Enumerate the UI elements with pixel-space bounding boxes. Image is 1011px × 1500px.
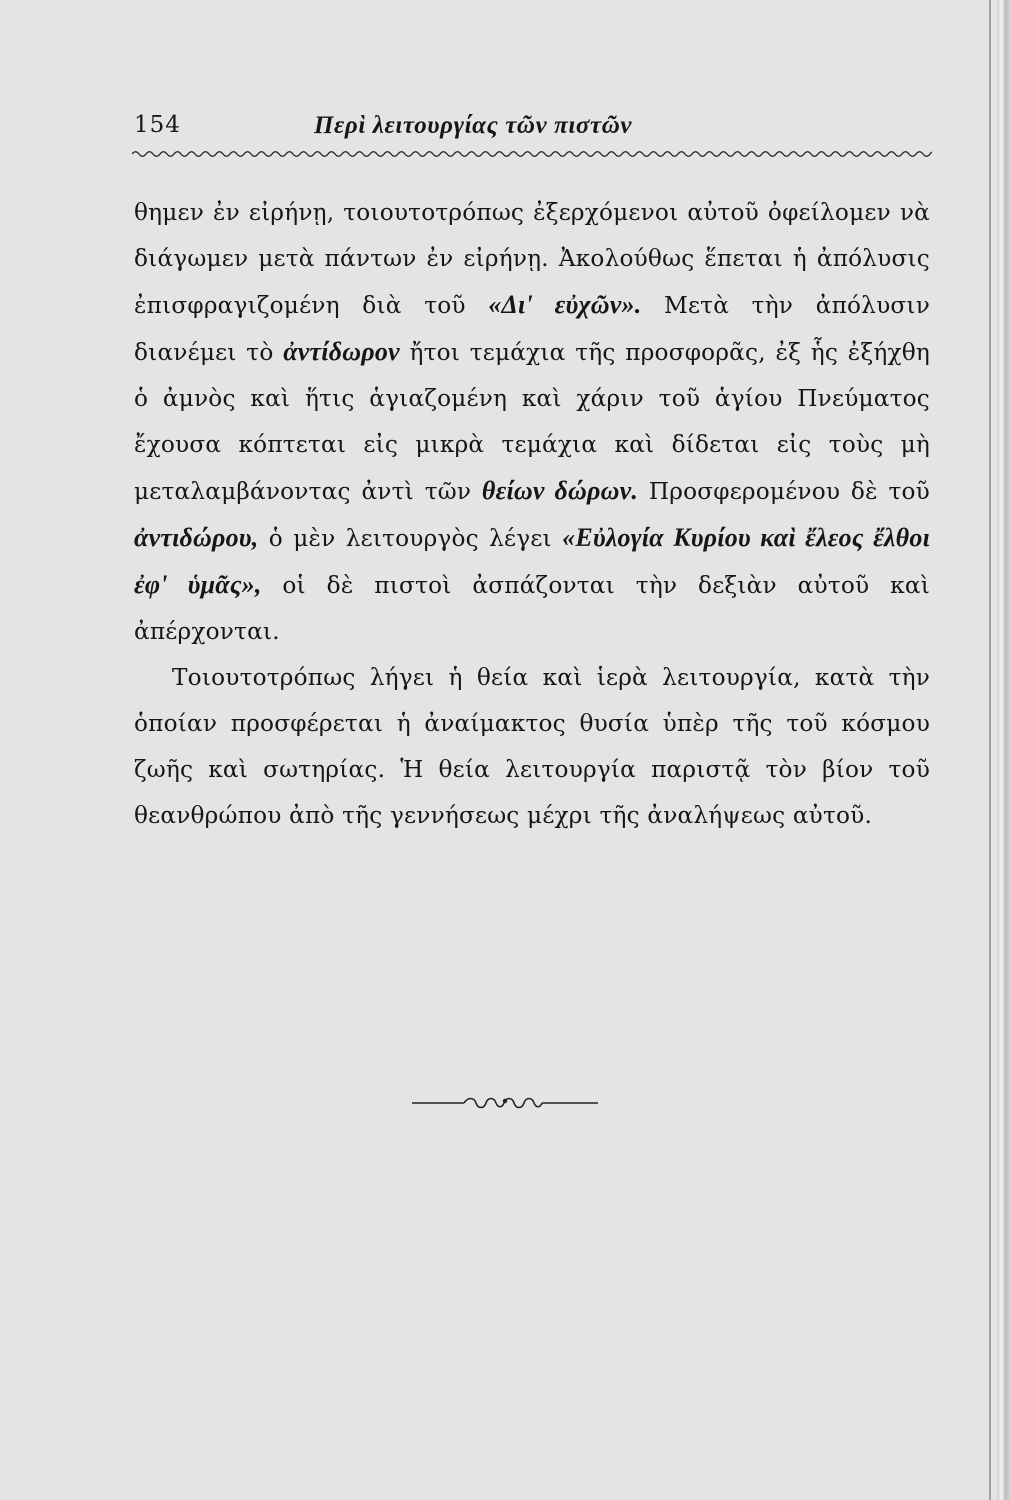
- text-run: ἤτοι τεμάχια τῆς προσφορᾶς, ἐξ ἧς ἐξήχθη ὁ ἀμνὸς καὶ ἥτις ἁγιαζομένη καὶ χάριν τοῦ ἁγίου Πνεύματος ἔχουσα κόπτεται εἰς μικρὰ τεμάχια καὶ δίδεται εἰς τοὺς μὴ μεταλαμβάνοντας ἀντὶ τῶν: [134, 339, 931, 505]
- paragraph-2: Τοιουτοτρόπως λήγει ἡ θεία καὶ ἱερὰ λειτουργία, κατὰ τὴν ὁποίαν προσφέρεται ἡ ἀναίμακτος θυσία ὑπὲρ τῆς τοῦ κόσμου ζωῆς καὶ σωτηρίας. Ἡ θεία λειτουργία παριστᾷ τὸν βίον τοῦ θεανθρώπου ἀπὸ τῆς γεννήσεως μέχρι τῆς ἀναλήψεως αὐτοῦ.: [134, 664, 930, 829]
- text-run: θημεν ἐν εἰρήνῃ, τοιουτοτρόπως ἐξερχόμενοι αὐτοῦ ὀφείλομεν νὰ διάγωμεν μετὰ πάντων ἐν εἰρήνῃ. Ἀκολούθως ἕπεται ἡ ἀπόλυσις ἐπισφραγιζομένη διὰ τοῦ: [134, 199, 930, 319]
- running-header: [134, 112, 932, 152]
- body-text: [134, 190, 930, 839]
- emphasis-antidorou: ἀντιδώρου,: [134, 523, 259, 552]
- page-edge: [997, 0, 1011, 1500]
- text-run: οἱ δὲ πιστοὶ ἀσπάζονται τὴν δεξιὰν αὐτοῦ καὶ ἀπέρχονται.: [134, 572, 930, 645]
- text-run: Μετὰ τὴν ἀπόλυσιν διανέμει τὸ: [134, 292, 930, 366]
- page-binding-line: [989, 0, 991, 1500]
- running-title: Περὶ λειτουργίας τῶν πιστῶν: [314, 112, 633, 139]
- emphasis-theion-doron: θείων δώρων.: [481, 476, 639, 505]
- emphasis-antidoron: ἀντίδωρον: [283, 337, 400, 366]
- text-run: ὁ μὲν λειτουργὸς λέγει: [258, 525, 563, 552]
- text-run: Προσφερομένου δὲ τοῦ: [638, 478, 930, 505]
- paragraph-1: [134, 190, 930, 655]
- emphasis-eulogia: «Εὐλογία Κυρίου καὶ ἔλεος ἔλθοι ἐφ' ὑμᾶς»,: [134, 523, 930, 599]
- page-number: 154: [134, 112, 181, 138]
- flourish-ornament: [412, 1090, 598, 1116]
- wavy-rule: [132, 148, 932, 160]
- emphasis-di-euchon: «Δι' εὐχῶν».: [488, 290, 642, 319]
